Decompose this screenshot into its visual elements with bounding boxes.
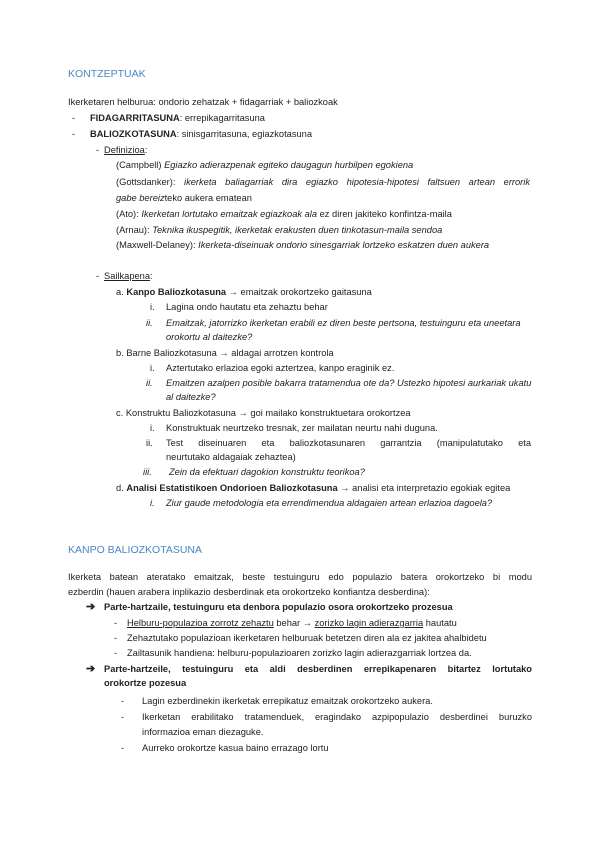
arrow-sub-item: Zehaztutako populazioan ikerketaren helburuak betetzen diren ala ez jakitea ahalbidetu xyxy=(127,633,487,643)
arrow-sub-item: Zailtasunik handiena: helburu-populazioaren zorizko lagin adierazgarriak lortzea da. xyxy=(127,648,472,658)
sub-item-text: Test diseinuaren eta baliozkotasunaren garrantzia (manipulatutako eta xyxy=(166,438,531,448)
arrow-sub-item: Aurreko orokortze kasua baino errazago lortu xyxy=(142,743,329,753)
arrow-item-title-cont: orokortze pozesua xyxy=(104,678,187,688)
paragraph-line: Ikerketa batean ateratako emaitzak, beste testuinguru edo populazio batera orokortzeko bi modu xyxy=(68,572,532,582)
bullet-dash: - xyxy=(121,696,125,706)
sub-item-text-cont: al daitezke? xyxy=(166,392,216,402)
arrow-bullet-icon: ➔ xyxy=(86,601,96,613)
bullet-dash: - xyxy=(114,618,118,628)
bullet-dash: - xyxy=(72,129,76,139)
sub-item-text: Lagina ondo hautatu eta zehaztu behar xyxy=(166,302,328,312)
arrow-bullet-icon: ➔ xyxy=(86,663,96,675)
sub-number: i. xyxy=(150,363,155,373)
sub-number: i. xyxy=(150,302,155,312)
bullet-dash: - xyxy=(114,633,118,643)
bullet-baliozkotasuna: BALIOZKOTASUNA: sinisgarritasuna, egiazkotasuna xyxy=(90,129,312,139)
definition-gottsdanker: (Gottsdanker): ikerketa baliagarriak dira egiazko hipotesia-hipotesi faltsuen artean errorik xyxy=(116,177,530,187)
sailkapena-label: Sailkapena: xyxy=(104,271,153,281)
sub-item-text: Zein da efektuari dagokion konstruktu teorikoa? xyxy=(169,467,365,477)
intro-line: Ikerketaren helburua: ondorio zehatzak + fidagarriak + baliozkoak xyxy=(68,97,338,107)
bullet-dash: - xyxy=(96,145,100,155)
arrow-sub-item-cont: informazioa eman diezaguke. xyxy=(142,727,264,737)
bullet-dash: - xyxy=(114,648,118,658)
definizioa-label: Definizioa: xyxy=(104,145,148,155)
arrow-item-title: Parte-hartzaile, testuinguru eta denbora populazio osora orokortzeko prozesua xyxy=(104,602,453,612)
definition-maxwell-delaney: (Maxwell-Delaney): Ikerketa-diseinuak ondorio sinesgarriak lortzeko eskatzen duen aukera xyxy=(116,240,490,250)
sub-number: ii. xyxy=(146,378,153,388)
list-item-barne: b. Barne Baliozkotasuna → aldagai arrotzen kontrola xyxy=(116,348,334,358)
bullet-dash: - xyxy=(121,712,125,722)
bullet-dash: - xyxy=(121,743,125,753)
definition-ato: (Ato): Ikerketan lortutako emaitzak egiazkoak ala ez diren jakiteko konfintza-maila xyxy=(116,209,452,219)
sub-item-text: Emaitzen azalpen posible bakarra tratamendua ote da? Ustezko hipotesi aurkariak ukatu xyxy=(166,378,532,388)
section-heading-kontzeptuak: KONTZEPTUAK xyxy=(68,68,146,80)
arrow-sub-item: Lagin ezberdinekin ikerketak errepikatuz emaitzak orokortzeko aukera. xyxy=(142,696,433,706)
list-item-kanpo: a. Kanpo Baliozkotasuna → emaitzak orokortzeko gaitasuna xyxy=(116,287,372,297)
list-item-analisi: d. Analisi Estatistikoen Ondorioen Baliozkotasuna → analisi eta interpretazio egokiak egitea xyxy=(116,483,511,493)
sub-number: iii. xyxy=(143,467,152,477)
arrow-item-title: Parte-hartzeile, testuinguru eta aldi desberdinen errepikapenaren bitartez lortutako xyxy=(104,664,532,674)
sub-item-text-cont: orokortu al daitezke? xyxy=(166,332,253,342)
sub-item-text-cont: neurtutako aldagaiak zehaztea) xyxy=(166,452,296,462)
definition-arnau: (Arnau): Teknika ikuspegitik, ikerketak erakusten duen tinkotasun-maila sendoa xyxy=(116,225,443,235)
sub-number: i. xyxy=(150,423,155,433)
sub-number: ii. xyxy=(146,318,153,328)
list-item-konstruktu: c. Konstruktu Baliozkotasuna → goi mailako konstruktuetara orokortzea xyxy=(116,408,411,418)
arrow-sub-item: Helburu-populazioa zorrotz zehaztu behar → zorizko lagin adierazgarria hautatu xyxy=(127,618,457,628)
paragraph-line: ezberdin (hauen arabera inplikazio desberdinak eta orokortzeko konfiantza desberdina): xyxy=(68,587,430,597)
arrow-sub-item: Ikerketan erabilitako tratamenduek, eragindako azpipopulazio desberdinei buruzko xyxy=(142,712,532,722)
definition-campbell: (Campbell) Egiazko adierazpenak egiteko daugagun hurbilpen egokiena xyxy=(116,160,414,170)
sub-item-text: Konstruktuak neurtzeko tresnak, zer mailatan neurtu nahi duguna. xyxy=(166,423,438,433)
sub-item-text: Emaitzak, jatorrizko ikerketan erabili ez diren beste pertsona, testuinguru eta uneetara xyxy=(166,318,521,328)
bullet-fidagarritasuna: FIDAGARRITASUNA: errepikagarritasuna xyxy=(90,113,265,123)
section-heading-kanpo: KANPO BALIOZKOTASUNA xyxy=(68,544,203,556)
sub-number: i. xyxy=(150,498,155,508)
sub-number: ii. xyxy=(146,438,153,448)
sub-item-text: Aztertutako erlazioa egoki aztertzea, kanpo eraginik ez. xyxy=(166,363,395,373)
bullet-dash: - xyxy=(96,271,100,281)
definition-gottsdanker-cont: gabe bereizteko aukera ematean xyxy=(116,193,252,203)
bullet-dash: - xyxy=(72,113,76,123)
sub-item-text: Ziur gaude metodologia eta errendimendua aldagaien artean erlazioa dagoela? xyxy=(166,498,493,508)
